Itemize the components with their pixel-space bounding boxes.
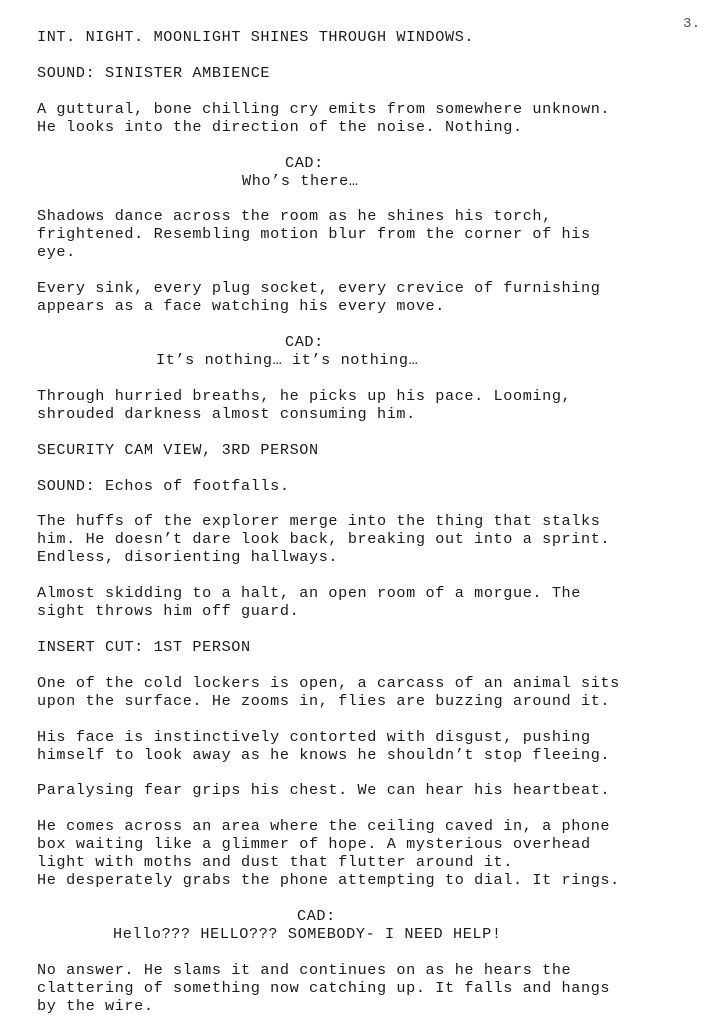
action-paragraph: A guttural, bone chilling cry emits from somewhere unknown. He looks into the direction of the noise. Nothing. <box>37 99 611 136</box>
screenplay-body <box>37 29 717 1034</box>
dialogue-block <box>37 155 717 191</box>
action-paragraph: He comes across an area where the ceiling caved in, a phone box waiting like a glimmer of hope. A mysterious overhead light with moths and dust that flutter around it. He desperately grabs the phone attempting to dial. It rings. <box>37 817 620 890</box>
page-number: 3. <box>683 16 701 32</box>
shot-heading: SECURITY CAM VIEW, 3RD PERSON <box>37 440 319 459</box>
scene-heading: INT. NIGHT. MOONLIGHT SHINES THROUGH WINDOWS. <box>37 28 475 46</box>
sound-cue: SOUND: SINISTER AMBIENCE <box>37 63 271 82</box>
action-paragraph: One of the cold lockers is open, a carcass of an animal sits upon the surface. He zooms in, flies are buzzing around it. <box>37 673 620 710</box>
shot-heading: INSERT CUT: 1ST PERSON <box>37 637 251 656</box>
character-name: CAD: <box>285 153 324 172</box>
action-paragraph: Shadows dance across the room as he shines his torch, frightened. Resembling motion blur from the corner of his eye. <box>37 207 591 262</box>
dialogue-line: Hello??? HELLO??? SOMEBODY- I NEED HELP! <box>113 924 502 943</box>
dialogue-block <box>37 334 717 370</box>
action-paragraph: Paralysing fear grips his chest. We can hear his heartbeat. <box>37 781 611 800</box>
action-paragraph: The huffs of the explorer merge into the thing that stalks him. He doesn’t dare look back, breaking out into a sprint. Endless, disorienting hallways. <box>37 512 611 567</box>
action-paragraph: No answer. He slams it and continues on as he hears the clattering of something now catching up. It falls and hangs by the wire. <box>37 960 611 1015</box>
character-name: CAD: <box>285 332 324 351</box>
action-paragraph: His face is instinctively contorted with disgust, pushing himself to look away as he knows he shouldn’t stop fleeing. <box>37 727 611 764</box>
dialogue-line: It’s nothing… it’s nothing… <box>156 350 419 369</box>
sound-cue: SOUND: Echos of footfalls. <box>37 476 290 495</box>
action-paragraph: Through hurried breaths, he picks up his pace. Looming, shrouded darkness almost consuming him. <box>37 386 572 423</box>
action-paragraph: Every sink, every plug socket, every crevice of furnishing appears as a face watching his every move. <box>37 279 601 316</box>
dialogue-line: Who’s there… <box>242 171 359 190</box>
action-paragraph: Almost skidding to a halt, an open room of a morgue. The sight throws him off guard. <box>37 584 581 621</box>
character-name: CAD: <box>297 907 336 925</box>
dialogue-block <box>37 908 717 944</box>
